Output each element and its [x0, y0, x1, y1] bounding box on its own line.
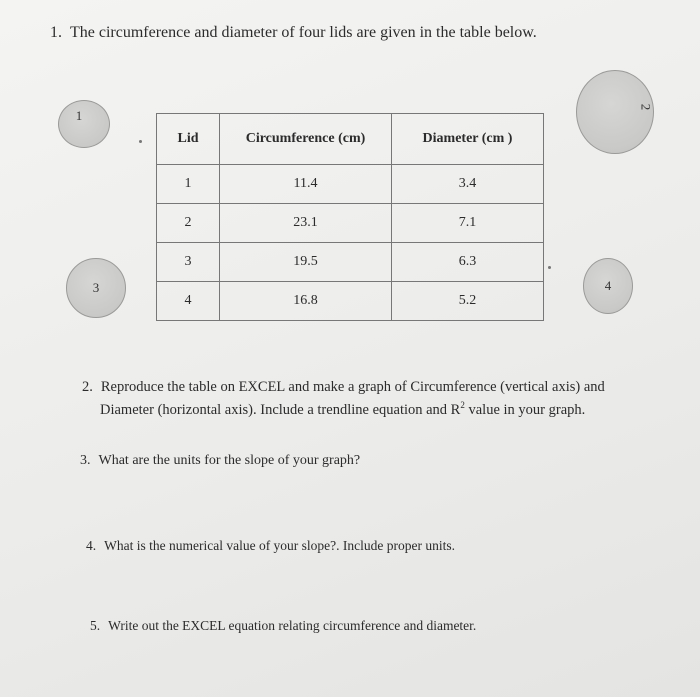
table-header-row	[157, 114, 544, 165]
question-3-number: 3.	[80, 453, 91, 468]
table-cell: 3	[157, 243, 220, 282]
lid-3-label: 3	[92, 280, 100, 295]
table-row	[157, 282, 544, 321]
table-cell: 5.2	[392, 282, 544, 321]
stray-dot	[548, 266, 551, 269]
lid-data-table	[156, 113, 544, 321]
table-cell: 19.5	[220, 243, 392, 282]
question-5	[90, 617, 476, 635]
table-cell: 2	[157, 204, 220, 243]
table-row	[157, 243, 544, 282]
table-header-cell: Diameter (cm )	[392, 114, 544, 165]
lid-1-label: 1	[75, 108, 83, 123]
question-2-number: 2.	[82, 379, 93, 395]
table-cell: 23.1	[220, 204, 392, 243]
question-3-text: What are the units for the slope of your graph?	[98, 453, 361, 468]
question-2-line-2-tail: value in your graph.	[464, 401, 586, 418]
question-2-line-2	[82, 396, 605, 419]
question-4	[86, 537, 455, 555]
table-cell: 11.4	[220, 165, 392, 204]
lid-4-label: 4	[604, 278, 612, 293]
lid-1-circle	[58, 100, 110, 148]
question-3	[80, 452, 360, 470]
question-2-line-2-text: Diameter (horizontal axis). Include a trendline equation and R	[100, 401, 461, 418]
question-2-line-1: Reproduce the table on EXCEL and make a graph of Circumference (vertical axis) and	[100, 379, 605, 395]
lid-3-circle	[66, 258, 126, 318]
lid-4-circle	[583, 258, 633, 314]
question-1-number: 1.	[50, 24, 62, 41]
stray-dot	[139, 140, 142, 143]
question-4-text: What is the numerical value of your slope?. Include proper units.	[104, 538, 456, 553]
table-row	[157, 204, 544, 243]
table-row	[157, 165, 544, 204]
table-cell: 4	[157, 282, 220, 321]
question-2	[82, 378, 605, 419]
table-cell: 3.4	[392, 165, 544, 204]
question-5-text: Write out the EXCEL equation relating circumference and diameter.	[108, 618, 477, 633]
table-cell: 16.8	[220, 282, 392, 321]
table-cell: 6.3	[392, 243, 544, 282]
superscript-2: 2	[460, 400, 465, 410]
question-1	[50, 24, 537, 42]
question-5-number: 5.	[90, 618, 101, 633]
question-4-number: 4.	[86, 538, 97, 553]
lid-2-circle	[576, 70, 654, 154]
table-header-cell: Lid	[157, 114, 220, 165]
question-1-text: The circumference and diameter of four lids are given in the table below.	[70, 24, 537, 41]
lid-2-label: 2	[638, 103, 653, 111]
table-cell: 7.1	[392, 204, 544, 243]
table-header-cell: Circumference (cm)	[220, 114, 392, 165]
table-cell: 1	[157, 165, 220, 204]
